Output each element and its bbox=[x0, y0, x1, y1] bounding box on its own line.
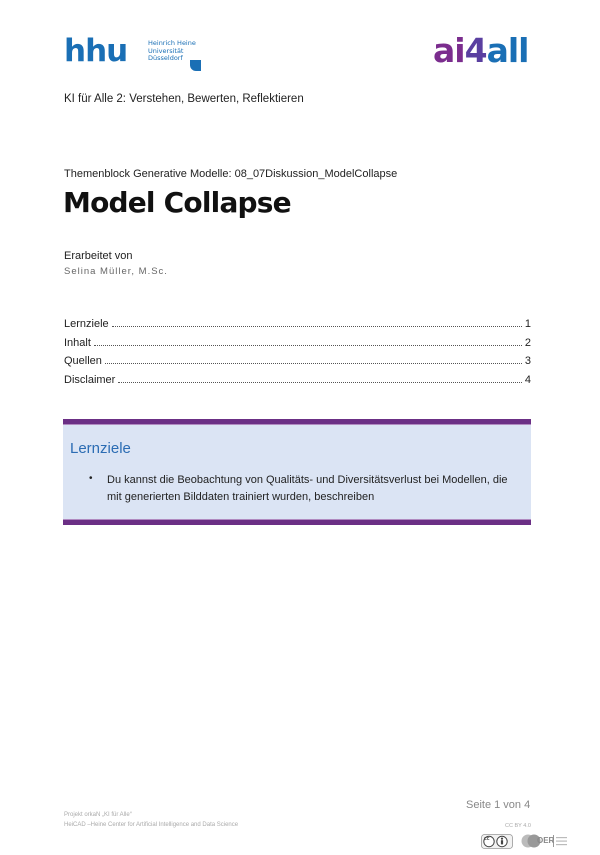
table-of-contents bbox=[64, 318, 531, 392]
hhu-logo bbox=[64, 34, 204, 74]
hhu-logo-word: hhu bbox=[64, 33, 128, 69]
toc-leader-dots bbox=[94, 344, 522, 346]
toc-entry-page: 2 bbox=[524, 336, 531, 349]
oer-logo-text: OER bbox=[537, 836, 555, 845]
document-title: Model Collapse bbox=[63, 186, 291, 219]
box-bottom-border bbox=[63, 520, 531, 525]
box-top-border-thin bbox=[63, 424, 531, 425]
toc-entry-inhalt[interactable] bbox=[64, 337, 531, 356]
course-title: KI für Alle 2: Verstehen, Bewerten, Reflektieren bbox=[64, 93, 304, 105]
toc-entry-label: Disclaimer bbox=[64, 373, 116, 386]
toc-entry-label: Quellen bbox=[64, 355, 102, 367]
toc-leader-dots bbox=[112, 325, 522, 327]
author-name: Selina Müller, M.Sc. bbox=[64, 266, 168, 277]
topic-block-line: Themenblock Generative Modelle: 08_07Diskussion_ModelCollapse bbox=[64, 168, 398, 180]
bullet-icon: • bbox=[89, 473, 93, 484]
learning-objectives-box bbox=[63, 419, 531, 525]
footer-project-line: Projekt orkaN „KI für Alle“ bbox=[64, 812, 132, 818]
hhu-logo-mark bbox=[190, 60, 201, 71]
toc-leader-dots bbox=[105, 362, 522, 364]
toc-entry-page: 1 bbox=[524, 318, 531, 330]
toc-entry-lernziele[interactable] bbox=[64, 318, 531, 337]
ai4all-logo: ai4all bbox=[433, 31, 529, 70]
footer-institution-line: HeiCAD –Heine Center for Artificial Intelligence and Data Science bbox=[64, 822, 239, 828]
toc-entry-quellen[interactable] bbox=[64, 355, 531, 374]
toc-entry-disclaimer[interactable] bbox=[64, 374, 531, 393]
learning-objectives-heading: Lernziele bbox=[70, 440, 131, 457]
toc-entry-label: Inhalt bbox=[64, 336, 91, 349]
toc-entry-label: Lernziele bbox=[64, 318, 109, 330]
hhu-logo-subtitle: Heinrich Heine Universität Düsseldorf bbox=[148, 39, 196, 62]
toc-leader-dots bbox=[118, 381, 522, 383]
toc-entry-page: 3 bbox=[524, 355, 531, 367]
license-text: CC BY 4.0 bbox=[505, 823, 531, 829]
learning-objective-item: Du kannst die Beobachtung von Qualitäts- und Diversitätsverlust bei Modellen, die mit generierten Bilddaten trainiert wurden, beschreiben bbox=[107, 474, 508, 503]
author-label: Erarbeitet von bbox=[64, 250, 133, 262]
page-number: Seite 1 von 4 bbox=[466, 799, 531, 811]
cc-badge-label: cc bbox=[484, 836, 490, 842]
toc-entry-page: 4 bbox=[524, 373, 531, 386]
